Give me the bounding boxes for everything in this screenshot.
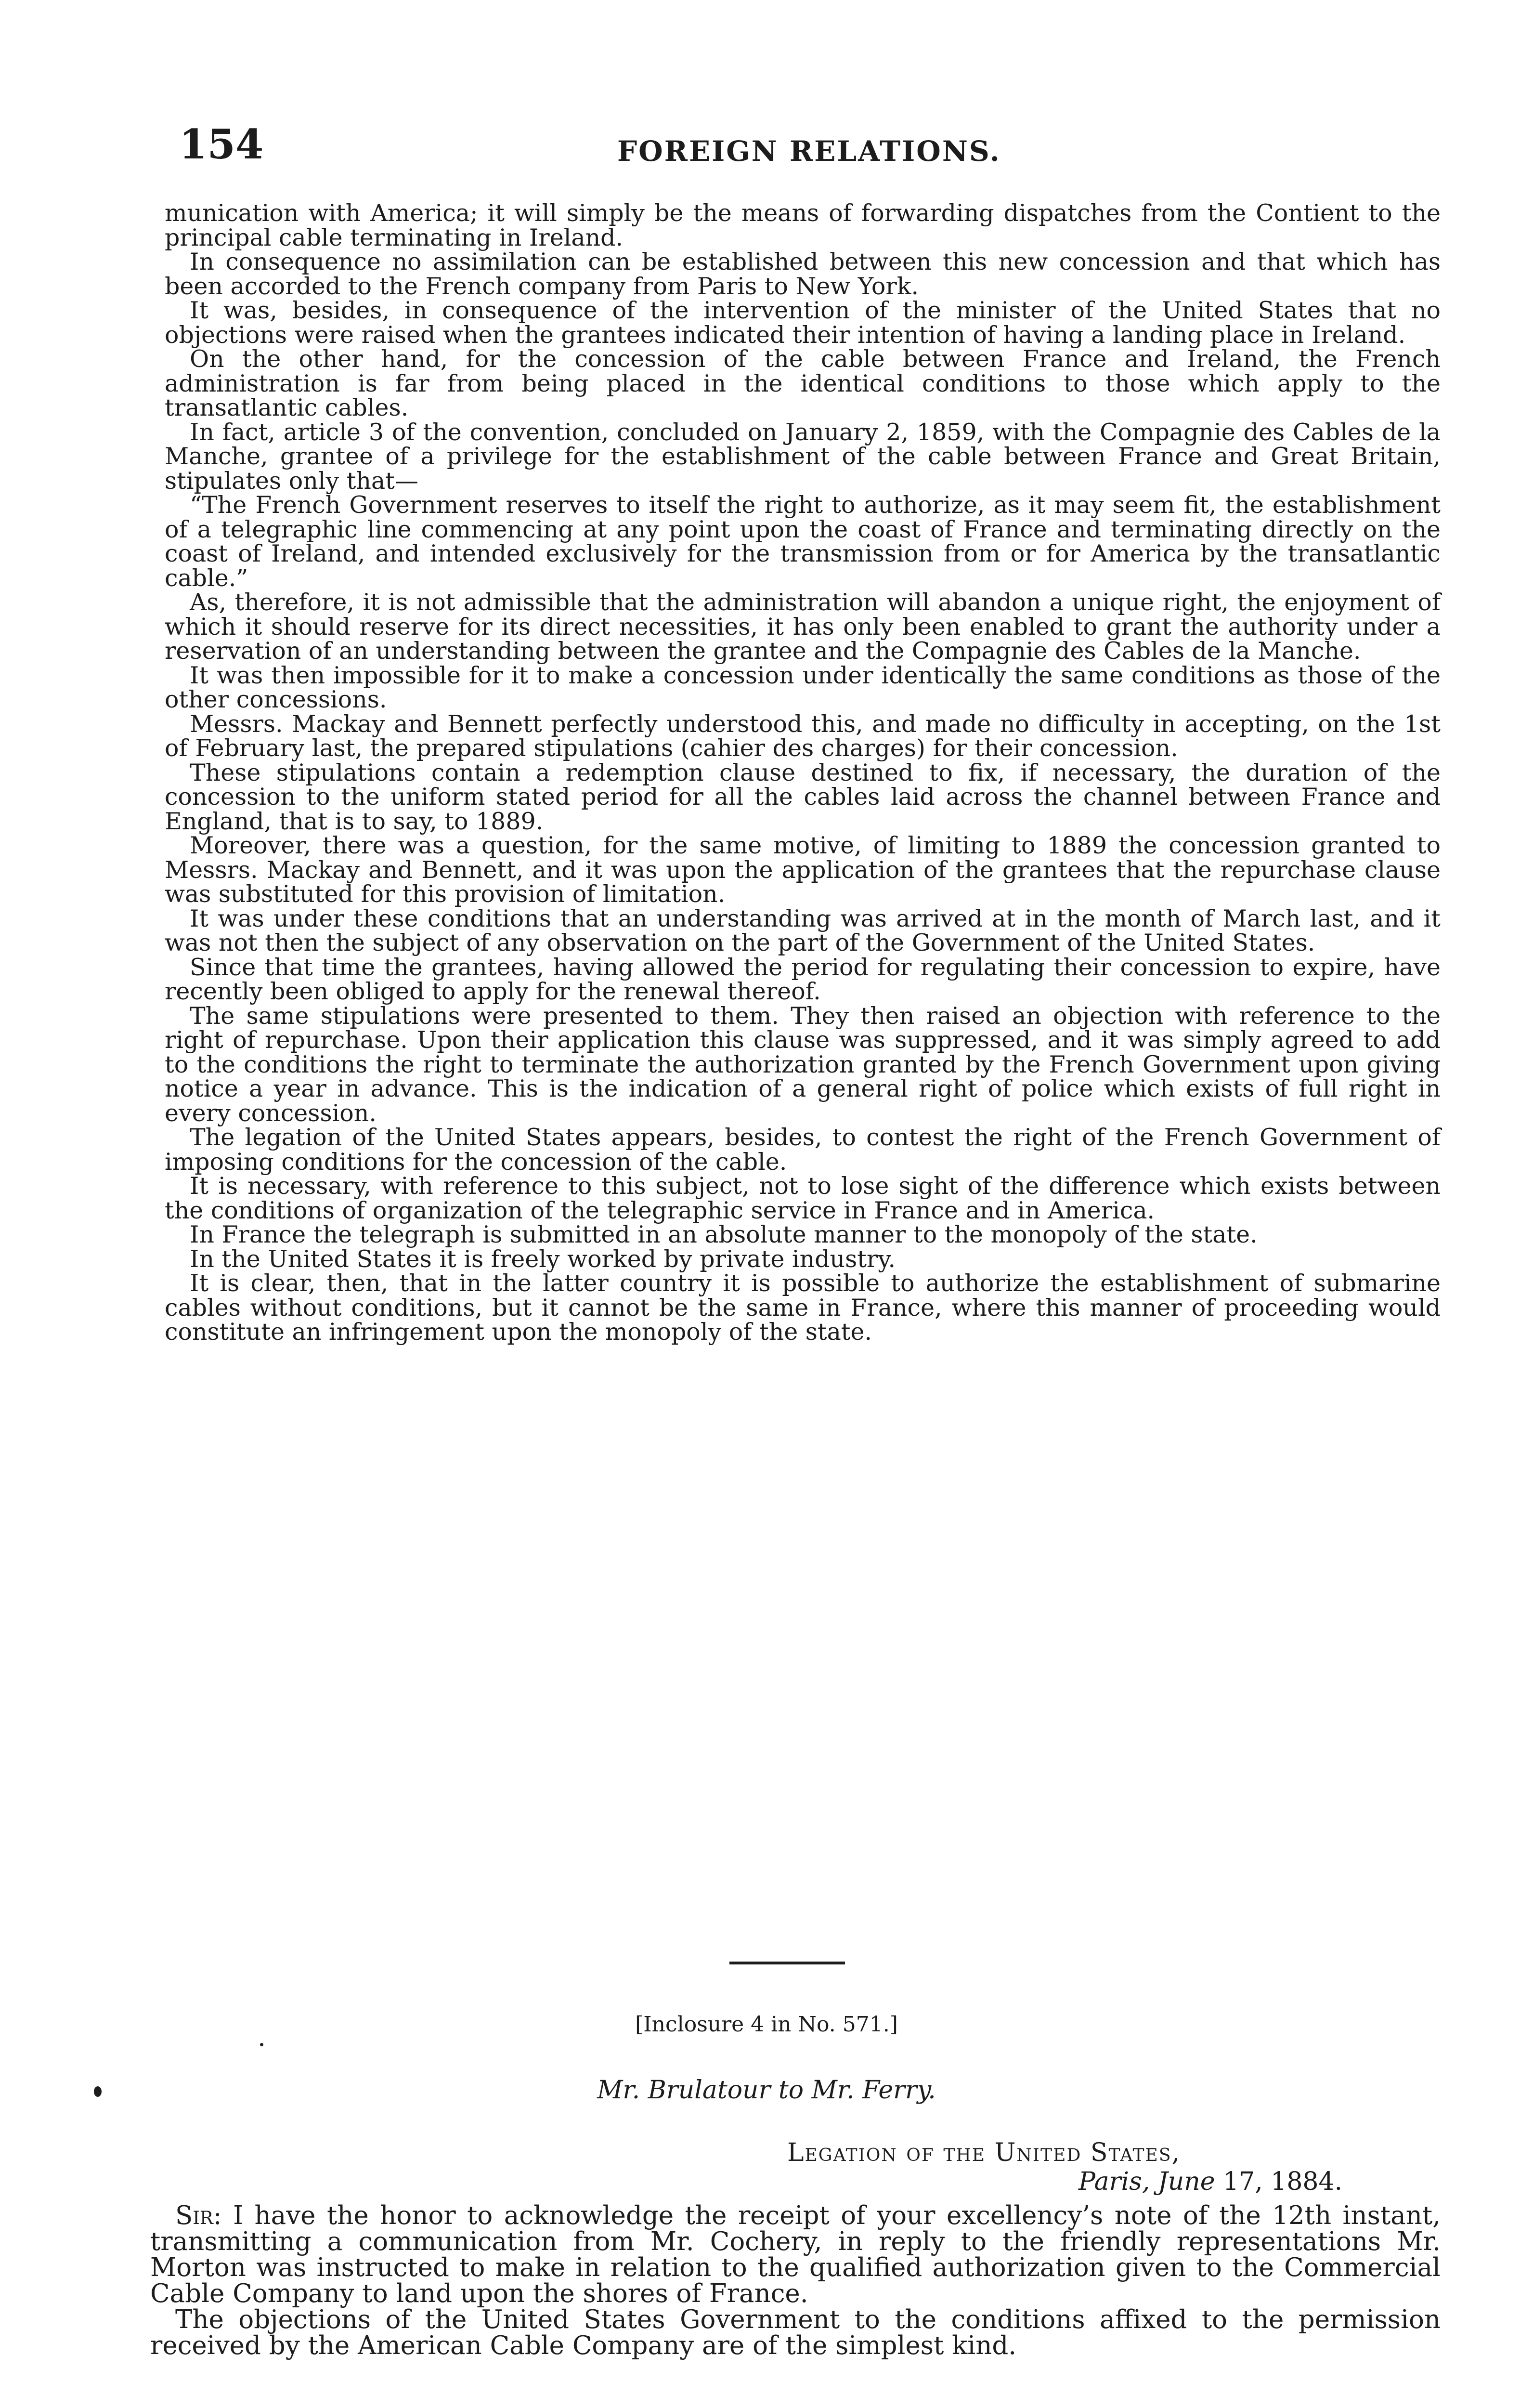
letter-paragraph-text: I have the honor to acknowledge the receipt of your excellency’s note of the 12th instant, transmitting a communication from Mr. Cochery, in reply to the friendly representations Mr. Morton was instructed to make in relation to the qualified authorization given to the Commercial Cable Company to land upon the shores of France. [150,2201,1441,2308]
paragraph: In fact, article 3 of the convention, concluded on January 2, 1859, with the Compagnie des Cables de la Manche, grantee of a privilege for the establishment of the cable between France and Great Britain, stipulates only that— [165,418,1441,495]
letter-title: Mr. Brulatour to Mr. Ferry. [597,2076,936,2105]
salutation: Sir: [175,2201,222,2230]
paragraph: In France the telegraph is submitted in an absolute manner to the monopoly of the state. [190,1221,1258,1248]
paragraph: The same stipulations were presented to them. They then raised an objection with reference to the right of repurchase. Upon their application this clause was suppressed, and it was simply agreed to add to the conditions the right to terminate the authorization granted by the French Government upon giving notice a year in advance. This is the indication of a general right of police which exists of full right in every concession. [165,1002,1441,1127]
scan-speck [94,2086,102,2097]
quoted-paragraph: “The French Government reserves to itself the right to authorize, as it may seem fit, the establishment of a telegraphic line commencing at any point upon the coast of France and terminating directly on the coast of Ireland, and intended exclusively for the transmission from or for America by the transatlantic cable.” [165,491,1441,592]
letter-date-rest: 17, 1884. [1215,2167,1343,2196]
paragraph: The legation of the United States appears, besides, to contest the right of the French Government of imposing conditions for the concession of the cable. [165,1124,1441,1176]
letter-dateline [1078,2167,1342,2196]
paragraph: It was then impossible for it to make a concession under identically the same conditions as those of the other concessions. [165,661,1441,713]
paragraph: These stipulations contain a redemption clause destined to fix, if necessary, the duration of the concession to the uniform stated period for all the cables laid across the channel between France and England, that is to say, to 1889. [165,759,1441,835]
letter-place-date: Paris, June [1078,2167,1215,2196]
letter-paragraph: The objections of the United States Government to the conditions affixed to the permission received by the American Cable Company are of the simplest kind. [150,2305,1441,2360]
letterhead-sender: Legation of the United States, [787,2138,1181,2167]
paragraph-continuation: munication with America; it will simply be the means of forwarding dispatches from the Contient to the principal cable terminating in Ireland. [165,199,1441,251]
scan-speck [260,2043,263,2046]
paragraph: On the other hand, for the concession of the cable between France and Ireland, the French administration is far from being placed in the identical conditions to those which apply to the transatlantic cables. [165,345,1441,421]
running-head: FOREIGN RELATIONS. [617,135,1001,168]
section-divider [729,1962,845,1964]
page-header [179,120,1441,183]
paragraph: It is clear, then, that in the latter country it is possible to authorize the establishment of submarine cables without conditions, but it cannot be the same in France, where this manner of proceeding would constitute an infringement upon the monopoly of the state. [165,1269,1441,1346]
page-number: 154 [179,120,264,168]
paragraph: Moreover, there was a question, for the same motive, of limiting to 1889 the concession granted to Messrs. Mackay and Bennett, and it was upon the application of the grantees that the repurchase clause was substituted for this provision of limitation. [165,832,1441,908]
paragraph: It was, besides, in consequence of the intervention of the minister of the United States that no objections were raised when the grantees indicated their intention of having a landing place in Ireland. [165,297,1441,349]
paragraph: As, therefore, it is not admissible that the administration will abandon a unique right, the enjoyment of which it should reserve for its direct necessities, it has only been enabled to grant the authority under a reservation of an understanding between the grantee and the Compagnie des Cables de la Manche. [165,589,1441,665]
letter-paragraph [150,2203,1441,2307]
paragraph: In consequence no assimilation can be established between this new concession and that which has been accorded to the French company from Paris to New York. [165,248,1441,300]
paragraph: In the United States it is freely worked by private industry. [190,1245,896,1273]
paragraph: Since that time the grantees, having allowed the period for regulating their concession to expire, have recently been obliged to apply for the renewal thereof. [165,953,1441,1005]
paragraph: It was under these conditions that an understanding was arrived at in the month of March last, and it was not then the subject of any observation on the part of the Government of the United States. [165,904,1441,956]
body-text [165,201,1441,1345]
paragraph: It is necessary, with reference to this subject, not to lose sight of the difference which exists between the conditions of organization of the telegraphic service in France and in America. [165,1172,1441,1224]
inclosure-label: [Inclosure 4 in No. 571.] [635,2012,898,2037]
paragraph: Messrs. Mackay and Bennett perfectly understood this, and made no difficulty in accepting, on the 1st of February last, the prepared stipulations (cahier des charges) for their concession. [165,710,1441,762]
letter-body [150,2203,1441,2359]
